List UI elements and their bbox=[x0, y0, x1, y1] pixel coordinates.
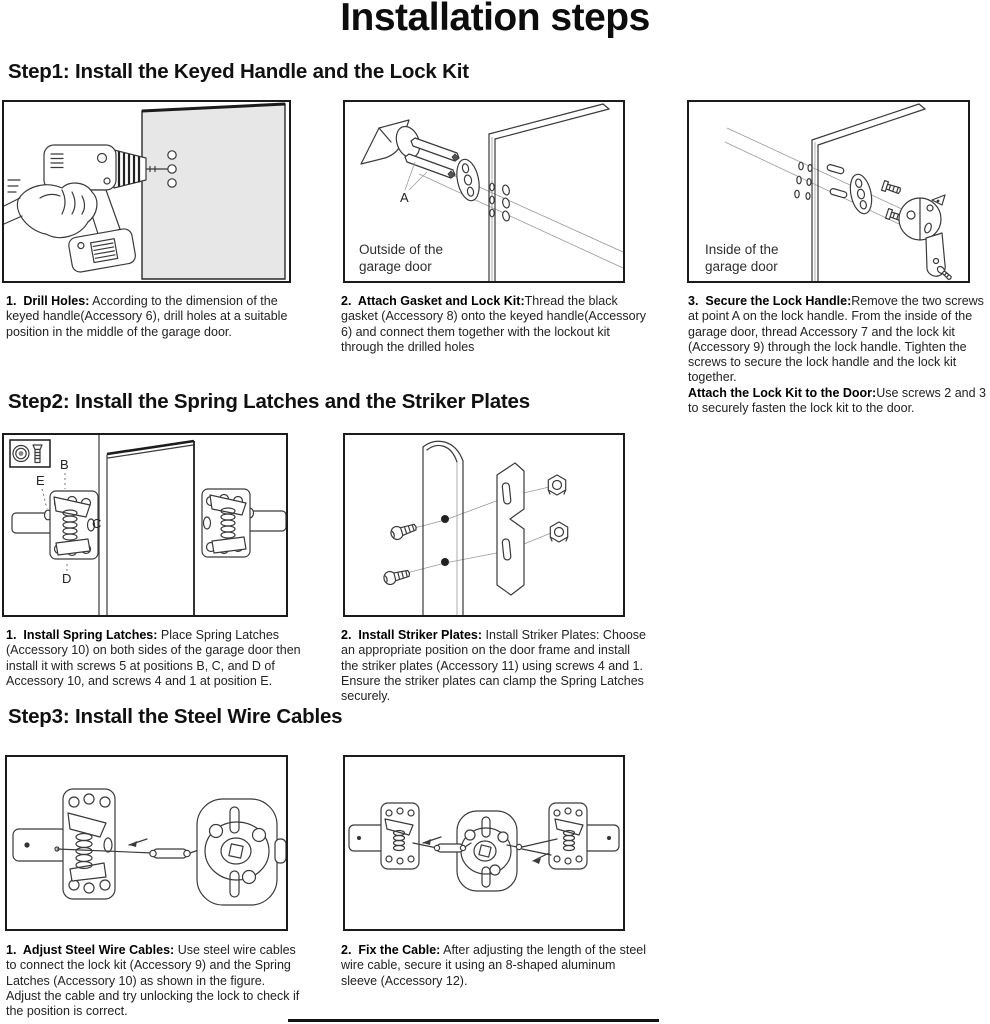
hand bbox=[4, 183, 97, 238]
step1-instruction-1 bbox=[6, 294, 302, 340]
drill-illustration bbox=[4, 102, 289, 281]
step1-instruction-2 bbox=[341, 294, 647, 355]
instruction-label: 2. Fix the Cable: bbox=[341, 943, 441, 957]
figure-outside-door bbox=[343, 100, 625, 283]
instruction-text: Use steel wire cables to connect the lock kit (Accessory 9) and the Spring Latches (Accessory 10) as shown in the figure. bbox=[6, 943, 296, 988]
instruction-text: Install Striker Plates: Choose an appropriate position on the door frame and install the striker plates (Accessory 11) using screws 4 and 1. Ensure the striker plates can clamp the Spring Latches securely. bbox=[341, 628, 647, 704]
instruction-text: Remove the two screws at point A on the lock handle. From the inside of the garage door, thread Accessory 7 and the lock kit (Accessory 9) through the lock handle. Tighten the screws to secure the lock handle and the lock kit together. bbox=[688, 294, 984, 385]
cable-lock-illustration bbox=[7, 757, 286, 929]
left-spring-latch bbox=[12, 491, 98, 559]
cropped-next-figure-border bbox=[288, 1019, 659, 1022]
striker-plates-illustration bbox=[345, 435, 623, 615]
label-a: A bbox=[400, 190, 409, 205]
drill-battery bbox=[68, 228, 137, 274]
step2-instruction-2 bbox=[341, 628, 647, 704]
gasket bbox=[453, 157, 482, 202]
central-lock-kit bbox=[457, 811, 517, 891]
inside-caption-line2: garage door bbox=[705, 259, 778, 274]
label-c: C bbox=[92, 516, 102, 531]
spring-latch bbox=[13, 789, 115, 899]
lock-kit bbox=[197, 799, 286, 905]
inside-caption-line1: Inside of the bbox=[705, 242, 779, 257]
step1-instruction-3 bbox=[688, 294, 988, 416]
label-e: E bbox=[36, 473, 45, 488]
figure-striker-plates bbox=[343, 433, 625, 617]
page-title: Installation steps bbox=[340, 0, 650, 39]
right-spring-latch bbox=[202, 489, 286, 557]
garage-door bbox=[99, 435, 194, 615]
instruction-label: 1. Drill Holes: bbox=[6, 294, 90, 308]
striker-plate bbox=[497, 463, 524, 595]
instruction-label: 2. Install Striker Plates: bbox=[341, 628, 483, 642]
left-latch bbox=[349, 803, 419, 869]
inside-door-illustration bbox=[689, 102, 968, 281]
label-d: D bbox=[62, 571, 72, 586]
instruction-label: 3. Secure the Lock Handle: bbox=[688, 294, 852, 308]
spring-latches-illustration bbox=[4, 435, 286, 615]
instruction-text: According to the dimension of the keyed handle(Accessory 6), drill holes at a suitable position in the middle of the garage door. bbox=[6, 294, 288, 339]
figure-inside-door bbox=[687, 100, 970, 283]
instruction-text: Use screws 2 and 3 to securely fasten the lock kit to the door. bbox=[688, 385, 986, 416]
label-b: B bbox=[60, 457, 69, 472]
door-frame bbox=[423, 441, 463, 615]
cable-system-illustration bbox=[345, 757, 623, 929]
instruction-label: Attach the Lock Kit to the Door: bbox=[688, 385, 877, 400]
outside-door-illustration bbox=[345, 102, 623, 281]
motion-lines bbox=[8, 180, 20, 192]
step2-instruction-1 bbox=[6, 628, 322, 689]
instruction-text: Thread the black gasket (Accessory 8) onto the keyed handle(Accessory 6) and connect them together with the lockout kit through the drilled holes bbox=[341, 294, 647, 354]
figure-adjust-cables bbox=[5, 755, 288, 931]
figure-spring-latches bbox=[2, 433, 288, 617]
garage-door-panel bbox=[142, 104, 285, 279]
instruction-text: Adjust the cable and try unlocking the lock to check if the position is correct. bbox=[6, 988, 300, 1019]
door-edge bbox=[489, 104, 609, 281]
step1-heading: Step1: Install the Keyed Handle and the Lock Kit bbox=[8, 60, 469, 83]
instruction-label: 1. Install Spring Latches: bbox=[6, 628, 158, 642]
outside-caption-line2: garage door bbox=[359, 259, 432, 274]
mounting-pins bbox=[826, 164, 847, 198]
step3-heading: Step3: Install the Steel Wire Cables bbox=[8, 705, 343, 728]
figure-fix-cable bbox=[343, 755, 625, 931]
instruction-text: After adjusting the length of the steel wire cable, secure it using an 8-shaped aluminum sleeve (Accessory 12). bbox=[341, 943, 647, 988]
lock-handle-mechanism bbox=[899, 195, 953, 281]
hardware-inset bbox=[10, 440, 50, 467]
instruction-text: Place Spring Latches (Accessory 10) on both sides of the garage door then install it with screws 5 at positions B, C, and D of Accessory 10, and screws 4 and 1 at position E. bbox=[6, 628, 301, 688]
instruction-label: 1. Adjust Steel Wire Cables: bbox=[6, 943, 175, 957]
keyed-handle bbox=[361, 120, 459, 190]
step3-instruction-2 bbox=[341, 943, 653, 989]
hex-nuts bbox=[548, 475, 567, 542]
step2-heading: Step2: Install the Spring Latches and the Striker Plates bbox=[8, 390, 530, 413]
screws bbox=[383, 521, 418, 586]
instruction-label: 2. Attach Gasket and Lock Kit: bbox=[341, 294, 525, 308]
step3-instruction-1 bbox=[6, 943, 302, 1019]
outside-caption-line1: Outside of the bbox=[359, 242, 444, 257]
figure-drill-holes bbox=[2, 100, 291, 283]
right-latch bbox=[549, 803, 619, 869]
backing-plate bbox=[847, 172, 875, 215]
